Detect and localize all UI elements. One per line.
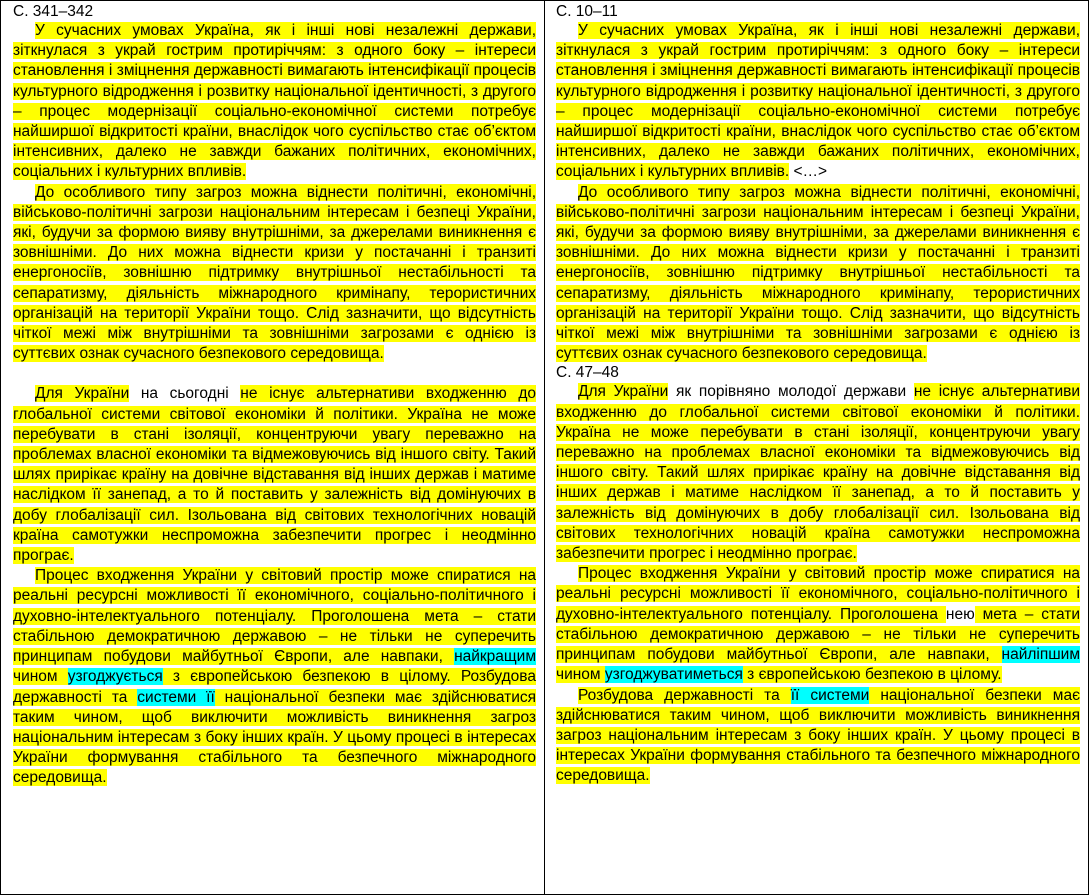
- right-paragraph-3: [556, 382, 1080, 564]
- right-paragraph-2: [556, 183, 1080, 365]
- left-paragraph-3: [13, 384, 536, 566]
- left-paragraph-4: [13, 566, 536, 788]
- highlighted-text: Розбудова державності та: [578, 686, 791, 704]
- cyan-highlight: найкращим: [454, 648, 536, 666]
- right-page-reference-2: С. 47–48: [556, 364, 619, 382]
- highlighted-text: з європейською безпекою в цілому. Розбудова державності та: [13, 668, 536, 706]
- highlighted-text: Процес входження України у світовий простір може спиратися на реальні ресурсні можливості її економічного, соціально-політичного і духовно-інтелектуального потенціалу. Проголошена: [556, 565, 1080, 623]
- highlighted-text: Для України: [35, 385, 130, 403]
- cyan-highlight: узгоджується: [67, 668, 163, 686]
- highlighted-text: У сучасних умовах Україна, як і інші нові незалежні держави, зіткнулася з украй гострим протиріччям: з одного боку – інтереси становлення і зміцнення державності вимагають інтенсифікації процесів культурного відродження і розвитку національної ідентичності, з другого – процес модернізації соціально-економічної системи потребує найширшої відкритості країни, внаслідок чого суспільство стає об’єктом інтенсивних, далеко не завжди бажаних політичних, економічних, соціальних і культурних впливів.: [556, 22, 1080, 181]
- highlighted-text: Процес входження України у світовий простір може спиратися на реальні ресурсні можливості її економічного, соціально-політичного і духовно-інтелектуального потенціалу. Проголошена мета – стати стабільною демократичною державою – не тільки не суперечить принципам побудови майбутньої Європи, але навпаки,: [13, 567, 536, 666]
- highlighted-text: мета – стати стабільною демократичною державою – не тільки не суперечить принципам побудови майбутньої Європи, але навпаки,: [556, 605, 1080, 664]
- highlighted-text: чином: [556, 666, 605, 684]
- right-page-reference-1: С. 10–11: [556, 3, 618, 20]
- right-paragraph-1: [556, 21, 1080, 183]
- highlighted-text: До особливого типу загроз можна віднести політичні, економічні, військово-політичні загрози національним інтересам і безпеці України, які, будучи за формою вияву внутрішніми, за джерелами виникнення є зовнішніми. До них можна віднести кризи у постачанні і транзиті енергоносіїв, зовнішню підтримку внутрішньої нестабільності та сепаратизму, діяльність міжнародного кримінапу, терористичних організацій на території України тощо. Слід зазначити, що відсутність чіткої межі між внутрішніми та зовнішніми загрозами є однією із суттєвих ознак сучасного безпекового середовища.: [13, 183, 536, 363]
- right-column: [545, 1, 1088, 894]
- cyan-highlight: системи її: [137, 688, 215, 706]
- left-paragraph-1: [13, 21, 536, 183]
- omission-mark: <…>: [789, 163, 828, 181]
- paragraph-gap: [13, 364, 536, 384]
- highlighted-text: У сучасних умовах Україна, як і інші нові незалежні держави, зіткнулася з украй гострим протиріччям: з одного боку – інтереси становлення і зміцнення державності вимагають інтенсифікації процесів культурного відродження і розвитку національної ідентичності, з другого – процес модернізації соціально-економічної системи потребує найширшої відкритості країни, внаслідок чого суспільство стає об’єктом інтенсивних, далеко не завжди бажаних політичних, економічних, соціальних і культурних впливів.: [13, 22, 536, 181]
- unhighlighted-difference: як порівняно молодої держави: [668, 383, 914, 401]
- cyan-highlight: її системи: [790, 686, 870, 704]
- cyan-highlight: найліпшим: [1001, 646, 1080, 664]
- highlighted-text: національної безпеки має здійснюватися таким чином, щоб виключити можливість виникнення загроз національним інтересам з боку інших країн. У цьому процесі в інтересах України формування стабільного та безпечного міжнародного середовища.: [556, 686, 1080, 785]
- unhighlighted-difference: на сьогодні: [129, 385, 241, 403]
- cyan-highlight: узгоджуватиметься: [604, 666, 743, 684]
- highlighted-text: з європейською безпекою в цілому.: [742, 666, 1002, 684]
- highlighted-text: Для України: [578, 383, 669, 401]
- right-paragraph-4: [556, 564, 1080, 685]
- left-column: [1, 1, 545, 894]
- highlighted-text: чином: [13, 668, 68, 686]
- highlighted-text: не існує альтернативи входженню до глобальної системи світової економіки й політики. Україна не може перебувати в стані ізоляції, концентруючи увагу переважно на проблемах власної економіки та відмежовуючись від іншого світу. Такий шлях прирікає країну на довічне відставання від інших держав і матиме наслідком її занепад, а то й поставить у залежність від домінуючих в добу глобалізації сил. Ізольована від світових технологічних новацій країна самотужки неспроможна забезпечити прогрес і неодмінно програє.: [13, 385, 536, 565]
- left-page-reference: С. 341–342: [13, 3, 94, 20]
- right-paragraph-5: [556, 686, 1080, 787]
- highlighted-text: не існує альтернативи входженню до глобальної системи світової економіки й політики. Україна не може перебувати в стані ізоляції, концентруючи увагу переважно на проблемах власної економіки та відмежовуючись від іншого світу. Такий шлях прирікає країну на довічне відставання від інших держав і матиме наслідком її занепад, а то й поставить у залежність від домінуючих в добу глобалізації сил. Ізольована від світових технологічних новацій країна самотужки неспроможна забезпечити прогрес і неодмінно програє.: [556, 383, 1080, 563]
- left-paragraph-2: [13, 183, 536, 365]
- highlighted-text: До особливого типу загроз можна віднести політичні, економічні, військово-політичні загрози національним інтересам і безпеці України, які, будучи за формою вияву внутрішніми, за джерелами виникнення є зовнішніми. До них можна віднести кризи у постачанні і транзиті енергоносіїв, зовнішню підтримку внутрішньої нестабільності та сепаратизму, діяльність міжнародного кримінапу, терористичних організацій на території України тощо. Слід зазначити, що відсутність чіткої межі між внутрішніми та зовнішніми загрозами є однією із суттєвих ознак сучасного безпекового середовища.: [556, 183, 1080, 363]
- unhighlighted-difference: нею: [945, 605, 975, 623]
- highlighted-text: національної безпеки має здійснюватися таким чином, щоб виключити можливість виникнення загроз національним інтересам з боку інших країн. У цьому процесі в інтересах України формування стабільного та безпечного міжнародного середовища.: [13, 688, 537, 787]
